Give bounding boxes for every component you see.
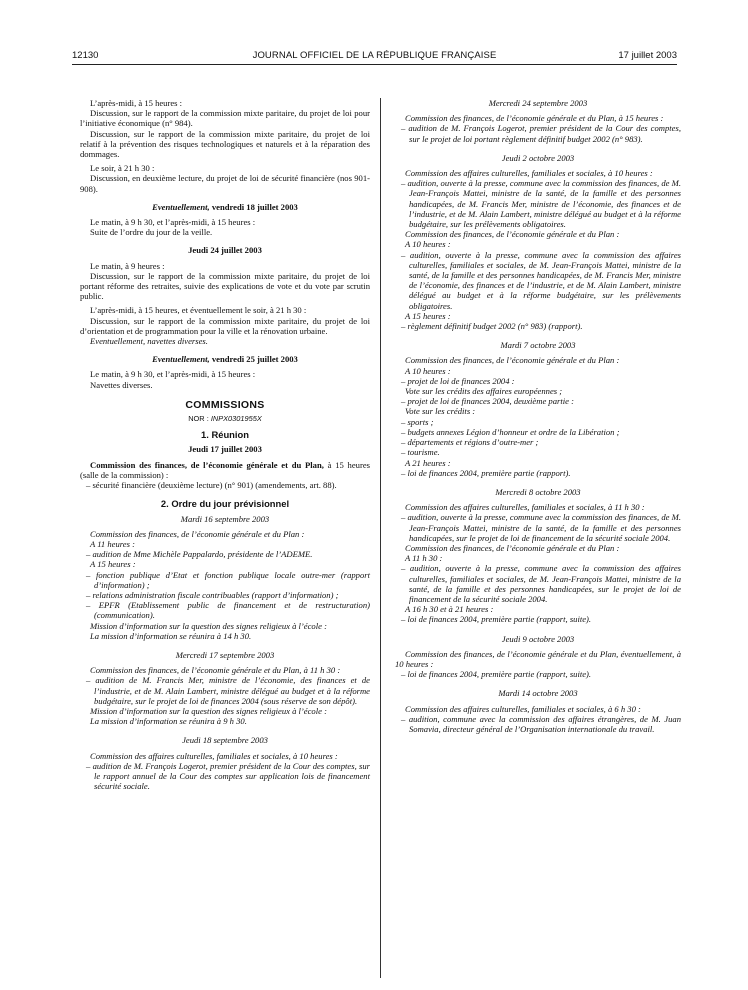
- agenda-item: – audition, ouverte à la presse, commune avec la commission des finances, de M. Jean-François Mattei, ministre de la santé, de la famille et des personnes handicapées, de M. Francis Mer, ministre de l’économie, des finances et de l’industrie, et de M. Alain Lambert, ministre délégué au budget et à la réforme budgétaire, sur les prélèvements obligatoires.: [401, 178, 681, 230]
- header-rule: [72, 64, 677, 65]
- commission-entry: Commission des finances, de l’économie générale et du Plan, éventuellement, à 10 heures :: [395, 648, 681, 669]
- agenda-item: – budgets annexes Légion d’honneur et ordre de la Libération ;: [401, 426, 620, 437]
- paragraph: Discussion, sur le rapport de la commission mixte paritaire, du projet de loi pour l’initiative économique (n° 984).: [80, 108, 370, 129]
- commission-entry: Commission des affaires culturelles, familiales et sociales, à 10 heures :: [405, 168, 653, 179]
- commission-entry: Commission des finances, de l’économie générale et du Plan :: [405, 542, 620, 553]
- commission-entry: Commission des finances, de l’économie générale et du Plan :: [405, 355, 620, 366]
- left-column: [80, 98, 370, 791]
- time-slot: A 11 h 30 :: [405, 553, 443, 564]
- agenda-item: – audition de M. Francis Mer, ministre de l’économie, des finances et de l’industrie, et de M. Alain Lambert, ministre délégué au budget et à la réforme budgétaire, sur le projet de loi de finances 2004 (sous réserve de son dépôt).: [86, 675, 370, 706]
- agenda-item: – tourisme.: [401, 447, 440, 458]
- time-slot: A 15 heures :: [90, 559, 136, 570]
- page-number: 12130: [72, 50, 99, 61]
- vote-line: Vote sur les crédits des affaires européennes ;: [405, 386, 563, 397]
- column-divider: [380, 98, 381, 978]
- agenda-item: – sports ;: [401, 416, 434, 427]
- paragraph: Le matin, à 9 h 30, et l’après-midi, à 15 heures :: [90, 369, 256, 380]
- subsection-title: 2. Ordre du jour prévisionnel: [160, 498, 290, 510]
- agenda-item: – audition de M. François Logerot, premier président de la Cour des comptes, sur le projet de loi portant règlement définitif budget 2002 (n° 983).: [401, 123, 681, 144]
- paragraph: L’après-midi, à 15 heures :: [90, 98, 183, 108]
- paragraph: Navettes diverses.: [90, 379, 153, 390]
- mission-entry: Mission d’information sur la question des signes religieux à l’école :: [90, 620, 327, 631]
- paragraph: Le matin, à 9 h 30, et l’après-midi, à 15 heures :: [90, 217, 256, 228]
- vote-line: Vote sur les crédits :: [405, 406, 476, 417]
- agenda-item: – loi de finances 2004, première partie (rapport, suite).: [401, 614, 592, 625]
- commission-entry: Commission des finances, de l’économie générale et du Plan :: [405, 229, 620, 240]
- paragraph: Discussion, sur le rapport de la commission mixte paritaire, du projet de loi relatif à la prévention des risques technologiques et naturels et à la réparation des dommages.: [80, 128, 370, 160]
- commission-entry: Commission des finances, de l’économie générale et du Plan, à 11 h 30 :: [90, 665, 341, 676]
- day-heading: Mardi 16 septembre 2003: [180, 513, 270, 524]
- day-heading: Mercredi 8 octobre 2003: [495, 486, 581, 497]
- commission-entry: Commission des finances, de l’économie générale et du Plan :: [90, 528, 305, 539]
- agenda-item: – projet de loi de finances 2004, deuxième partie :: [401, 396, 574, 407]
- commission-entry: Commission des affaires culturelles, familiales et sociales, à 10 heures :: [90, 750, 338, 761]
- day-heading: Mercredi 24 septembre 2003: [488, 98, 588, 108]
- day-heading: Mardi 7 octobre 2003: [500, 340, 576, 351]
- paragraph: Discussion, sur le rapport de la commission mixte paritaire, du projet de loi d’orientation et de programmation pour la ville et la rénovation urbaine.: [80, 315, 370, 336]
- issue-date: 17 juillet 2003: [618, 50, 677, 61]
- commission-entry: Commission des finances, de l’économie générale et du Plan, à 15 heures :: [405, 113, 664, 124]
- day-heading: Jeudi 2 octobre 2003: [501, 152, 575, 163]
- agenda-item: – sécurité financière (deuxième lecture) (n° 901) (amendements, art. 88).: [86, 480, 337, 491]
- paragraph: L’après-midi, à 15 heures, et éventuellement le soir, à 21 h 30 :: [90, 305, 307, 316]
- commission-entry: Commission des finances, de l’économie générale et du Plan, à 15 heures (salle de la commission) :: [80, 459, 370, 480]
- agenda-item: – audition, ouverte à la presse, commune avec la commission des affaires culturelles, familiales et sociales, de M. Jean-François Mattei, ministre de la santé, de la famille et des personnes handicapées, de M. Francis Mer, ministre de l’économie, des finances et de l’industrie, et de M. Alain Lambert, ministre délégué au budget et à la réforme budgétaire, sur les prélèvements obligatoires.: [401, 249, 681, 311]
- paragraph: Le matin, à 9 heures :: [90, 260, 165, 271]
- time-slot: A 15 heures :: [405, 310, 451, 321]
- subsection-title: 1. Réunion: [201, 429, 249, 441]
- agenda-item: – relations administration fiscale contribuables (rapport d’information) ;: [86, 589, 339, 600]
- paragraph: Le soir, à 21 h 30 :: [90, 163, 155, 174]
- right-column: [395, 98, 681, 734]
- mission-note: La mission d’information se réunira à 9 h 30.: [90, 716, 247, 727]
- time-slot: A 16 h 30 et à 21 heures :: [405, 604, 494, 615]
- day-heading: Eventuellement, vendredi 18 juillet 2003: [152, 201, 298, 212]
- agenda-item: – loi de finances 2004, première partie (rapport, suite).: [401, 669, 592, 680]
- time-slot: A 10 heures :: [405, 239, 451, 250]
- agenda-item: – audition de M. François Logerot, premier président de la Cour des comptes, sur le rapport annuel de la Cour des comptes sur application lois de financement sécurité sociale.: [86, 760, 370, 792]
- time-slot: A 21 heures :: [405, 457, 451, 468]
- journal-title: JOURNAL OFFICIEL DE LA RÉPUBLIQUE FRANÇAISE: [252, 50, 497, 61]
- mission-note: La mission d’information se réunira à 14 h 30.: [90, 630, 252, 641]
- commission-entry: Commission des affaires culturelles, familiales et sociales, à 6 h 30 :: [405, 703, 641, 714]
- paragraph: Discussion, en deuxième lecture, du projet de loi de sécurité financière (nos 901-908).: [80, 173, 370, 194]
- day-heading: Jeudi 17 juillet 2003: [188, 444, 262, 455]
- agenda-item: – loi de finances 2004, première partie (rapport).: [401, 467, 571, 478]
- agenda-item: – audition, ouverte à la presse, commune avec la commission des affaires culturelles, familiales et sociales, de M. Jean-François Mattei, ministre de la santé, de la famille et des personnes handicapées, sur le projet de loi de financement de la sécurité sociale 2004.: [401, 563, 681, 604]
- agenda-item: – projet de loi de finances 2004 :: [401, 375, 515, 386]
- agenda-item: – départements et régions d’outre-mer ;: [401, 437, 539, 448]
- nor-reference: NOR : INPX0301955X: [188, 414, 262, 424]
- day-heading: Mercredi 17 septembre 2003: [175, 649, 275, 660]
- paragraph: Discussion, sur le rapport de la commission mixte paritaire, du projet de loi portant réforme des retraites, suivie des explications de vote et du vote par scrutin public.: [80, 270, 370, 302]
- day-heading: Jeudi 24 juillet 2003: [188, 245, 262, 256]
- agenda-item: – règlement définitif budget 2002 (n° 983) (rapport).: [401, 321, 583, 332]
- agenda-item: – audition de Mme Michèle Pappalardo, présidente de l’ADEME.: [86, 549, 313, 560]
- agenda-item: – audition, commune avec la commission des affaires étrangères, de M. Juan Somavia, directeur général de l’Organisation internationale du travail.: [401, 713, 681, 734]
- paragraph: Eventuellement, navettes diverses.: [90, 336, 208, 347]
- agenda-item: – fonction publique d’Etat et fonction publique locale outre-mer (rapport d’information) ;: [86, 569, 370, 590]
- day-heading: Eventuellement, vendredi 25 juillet 2003: [152, 354, 298, 365]
- section-title: COMMISSIONS: [185, 398, 265, 411]
- time-slot: A 11 heures :: [90, 538, 135, 549]
- commission-entry: Commission des affaires culturelles, familiales et sociales, à 11 h 30 :: [405, 502, 645, 513]
- day-heading: Jeudi 18 septembre 2003: [182, 735, 268, 746]
- time-slot: A 10 heures :: [405, 365, 451, 376]
- agenda-item: – audition, ouverte à la presse, commune avec la commission des finances, de M. Jean-François Mattei, ministre de la santé, de la famille et des personnes handicapées, sur le projet de loi de financement de la sécurité sociale 2004.: [401, 512, 681, 543]
- mission-entry: Mission d’information sur la question des signes religieux à l’école :: [90, 705, 327, 716]
- day-heading: Mardi 14 octobre 2003: [498, 688, 578, 699]
- agenda-item: – EPFR (Etablissement public de financement et de restructuration) (communication).: [86, 600, 370, 621]
- paragraph: Suite de l’ordre du jour de la veille.: [90, 227, 213, 238]
- day-heading: Jeudi 9 octobre 2003: [501, 633, 575, 644]
